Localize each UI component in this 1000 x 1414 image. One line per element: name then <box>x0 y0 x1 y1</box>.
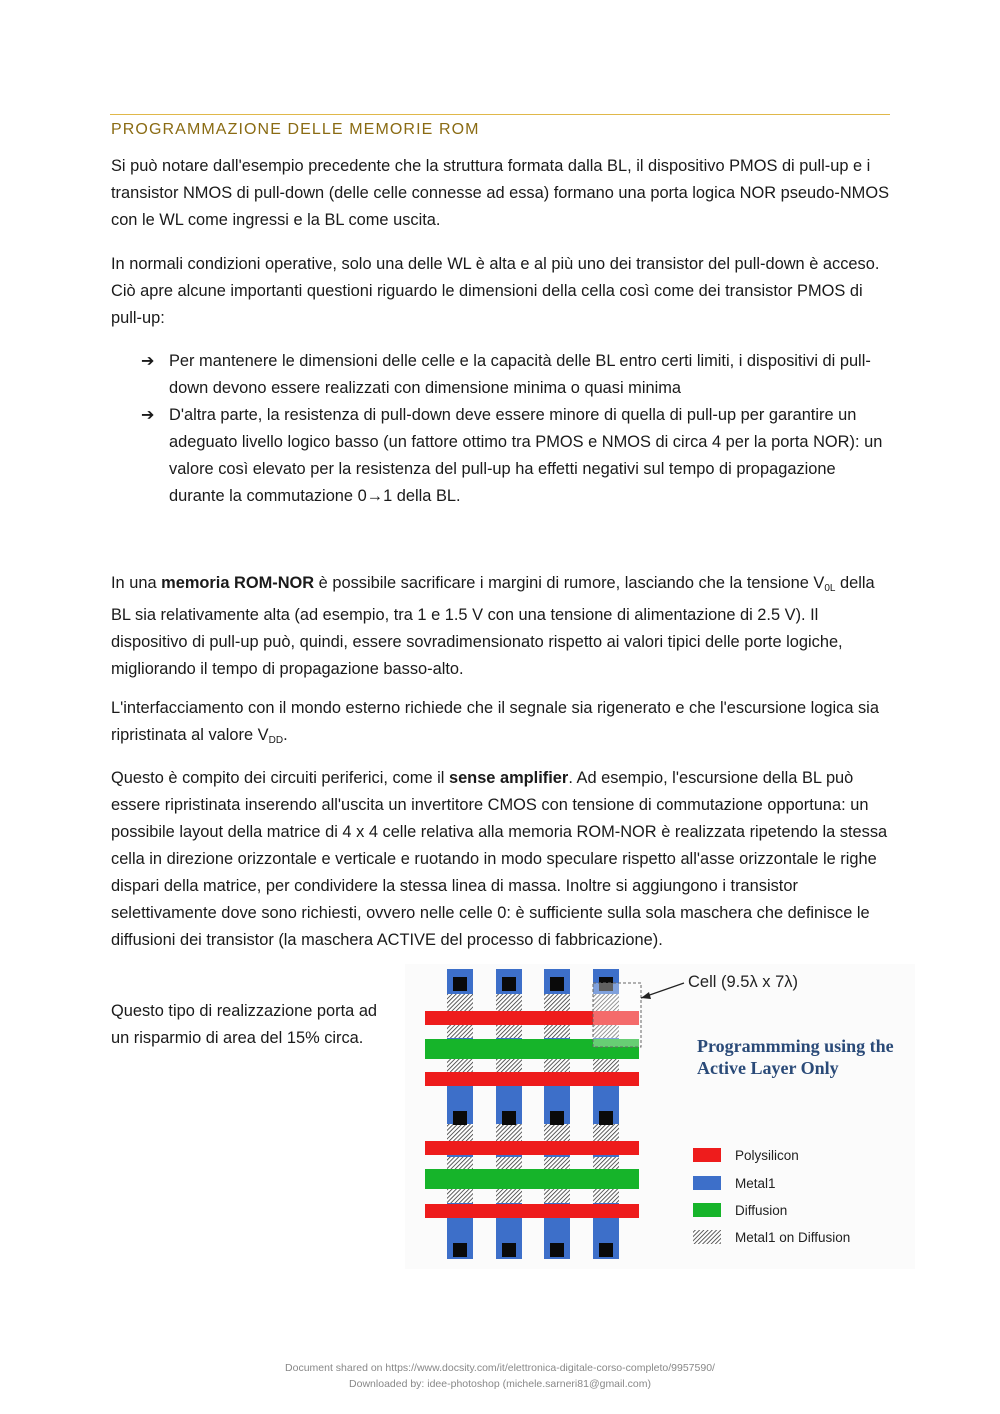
header-rule <box>110 114 890 115</box>
metal1-on-diffusion <box>593 1059 619 1073</box>
polysilicon-row <box>425 1141 639 1155</box>
metal1-on-diffusion <box>447 1024 473 1038</box>
subscript: 0L <box>824 583 836 594</box>
metal1-on-diffusion <box>593 1189 619 1203</box>
legend-item-polysilicon <box>693 1148 799 1163</box>
paragraph-4 <box>111 695 891 754</box>
paragraph-3 <box>111 570 891 683</box>
contact <box>550 1111 564 1125</box>
metal1-on-diffusion <box>496 1059 522 1073</box>
diffusion-row <box>425 1169 639 1189</box>
contact <box>550 1243 564 1257</box>
metal1-on-diffusion <box>447 1059 473 1073</box>
contact <box>453 1243 467 1257</box>
metal1-on-diffusion <box>593 1157 619 1169</box>
bullet-item <box>111 402 891 510</box>
metal1-on-diffusion <box>447 1189 473 1203</box>
contact <box>502 1243 516 1257</box>
legend-swatch <box>693 1230 721 1244</box>
legend-label: Diffusion <box>735 1203 788 1218</box>
metal1-on-diffusion <box>496 1024 522 1038</box>
contact <box>550 977 564 991</box>
legend-swatch <box>693 1203 721 1217</box>
contact <box>502 977 516 991</box>
legend-item-metal1 <box>693 1176 776 1191</box>
text-run: è possibile sacrificare i margini di rumore, lasciando che la tensione V <box>314 574 825 592</box>
contact <box>453 977 467 991</box>
section-heading: PROGRAMMAZIONE DELLE MEMORIE ROM <box>111 121 480 138</box>
footer-line-1: Document shared on https://www.docsity.com/it/elettronica-digitale-corso-completo/9957590/ <box>285 1362 715 1374</box>
figure-title-line-2: Active Layer Only <box>697 1058 839 1078</box>
contact <box>502 1111 516 1125</box>
text-run: . <box>283 726 288 744</box>
metal1-on-diffusion <box>496 1157 522 1169</box>
paragraph-2: In normali condizioni operative, solo una delle WL è alta e al più uno dei transistor del pull-down è acceso. Ciò apre alcune importanti questioni riguardo le dimensioni della cella così come dei transistor PMOS di pull-up: <box>111 255 880 327</box>
polysilicon-row <box>425 1204 639 1218</box>
footer-line-2: Downloaded by: idee-photoshop (michele.sarneri81@gmail.com) <box>349 1378 651 1390</box>
text-run: della BL sia relativamente alta (ad esempio, tra 1 e 1.5 V con una tensione di alimentazione di 2.5 V). Il dispositivo di pull-up può, quindi, essere sovradimensionato rispetto ai valori tipici delle porte logiche, migliorando il tempo di propagazione basso-alto. <box>111 574 875 678</box>
figure-background <box>405 964 915 1269</box>
bullet-text: D'altra parte, la resistenza di pull-down deve essere minore di quella di pull-up per garantire un adeguato livello logico basso (un fattore ottimo tra PMOS e NMOS di circa 4 per la porta NOR): un valore così elevato per la resistenza del pull-up ha effetti negativi sul tempo di propagazione durante la commutazione 0→1 della BL. <box>169 406 883 505</box>
text-run: . Ad esempio, l'escursione della BL può essere ripristinata inserendo all'uscita un invertitore CMOS con tensione di commutazione opportuna: un possibile layout della matrice di 4 x 4 celle relativa alla memoria ROM-NOR è realizzata ripetendo la stessa cella in direzione orizzontale e verticale e ruotando in modo speculare rispetto all'asse orizzontale le righe dispari della matrice, per condividere la stessa linea di massa. Inoltre si aggiungono i transistor selettivamente dove sono richiesti, ovvero nelle celle 0: è sufficiente sulla sola maschera che definisce le diffusioni dei transistor (la maschera ACTIVE del processo di fabbricazione). <box>111 769 888 949</box>
metal1-on-diffusion <box>496 1189 522 1203</box>
metal1-on-diffusion <box>544 1124 570 1142</box>
metal1-on-diffusion <box>447 1157 473 1169</box>
metal1-on-diffusion <box>496 1124 522 1142</box>
contact <box>453 1111 467 1125</box>
subscript: DD <box>268 735 284 746</box>
cell-size-label: Cell (9.5λ x 7λ) <box>688 973 799 991</box>
legend-label: Metal1 <box>735 1176 776 1191</box>
paragraph-6: Questo tipo di realizzazione porta ad un risparmio di area del 15% circa. <box>111 1002 378 1047</box>
arrow-right-icon: ➔ <box>141 353 155 370</box>
bold-term-rom-nor: memoria ROM-NOR <box>161 574 315 592</box>
legend-item-metal1-on-diffusion <box>693 1230 850 1245</box>
text-run: In una <box>111 574 162 592</box>
metal1-on-diffusion <box>593 1124 619 1142</box>
legend-swatch <box>693 1176 721 1190</box>
metal1-on-diffusion <box>544 1189 570 1203</box>
bullet-text: Per mantenere le dimensioni delle celle e la capacità delle BL entro certi limiti, i dispositivi di pull-down devono essere realizzati con dimensione minima o quasi minima <box>169 352 871 397</box>
polysilicon-row <box>425 1072 639 1086</box>
metal1-on-diffusion <box>447 994 473 1012</box>
text-run: L'interfacciamento con il mondo esterno richiede che il segnale sia rigenerato e che l'escursione logica sia ripristinata al valore V <box>111 699 879 744</box>
legend-item-diffusion <box>693 1203 787 1218</box>
figure-title-line-1: Programmming using the <box>697 1036 894 1056</box>
metal1-on-diffusion <box>544 1024 570 1038</box>
bold-term-sense-amplifier: sense amplifier <box>448 769 569 787</box>
contact <box>599 1111 613 1125</box>
metal1-on-diffusion <box>544 994 570 1012</box>
legend-swatch <box>693 1148 721 1162</box>
metal1-on-diffusion <box>544 1157 570 1169</box>
paragraph-5 <box>111 765 891 954</box>
bullet-list <box>111 348 891 510</box>
arrow-right-icon: ➔ <box>141 407 155 424</box>
bullet-item <box>111 348 891 402</box>
metal1-on-diffusion <box>496 994 522 1012</box>
metal1-on-diffusion <box>447 1124 473 1142</box>
paragraph-1: Si può notare dall'esempio precedente che la struttura formata dalla BL, il dispositivo PMOS di pull-up e i transistor NMOS di pull-down (delle celle connesse ad essa) formano una porta logica NOR pseudo-NMOS con le WL come ingressi e la BL come uscita. <box>111 157 890 229</box>
metal1-on-diffusion <box>544 1059 570 1073</box>
legend-label: Polysilicon <box>735 1148 799 1163</box>
legend-label: Metal1 on Diffusion <box>735 1230 851 1245</box>
rom-layout-figure <box>405 964 915 1269</box>
cell-outline <box>593 983 641 1047</box>
text-run: Questo è compito dei circuiti periferici, come il <box>111 769 449 787</box>
contact <box>599 1243 613 1257</box>
